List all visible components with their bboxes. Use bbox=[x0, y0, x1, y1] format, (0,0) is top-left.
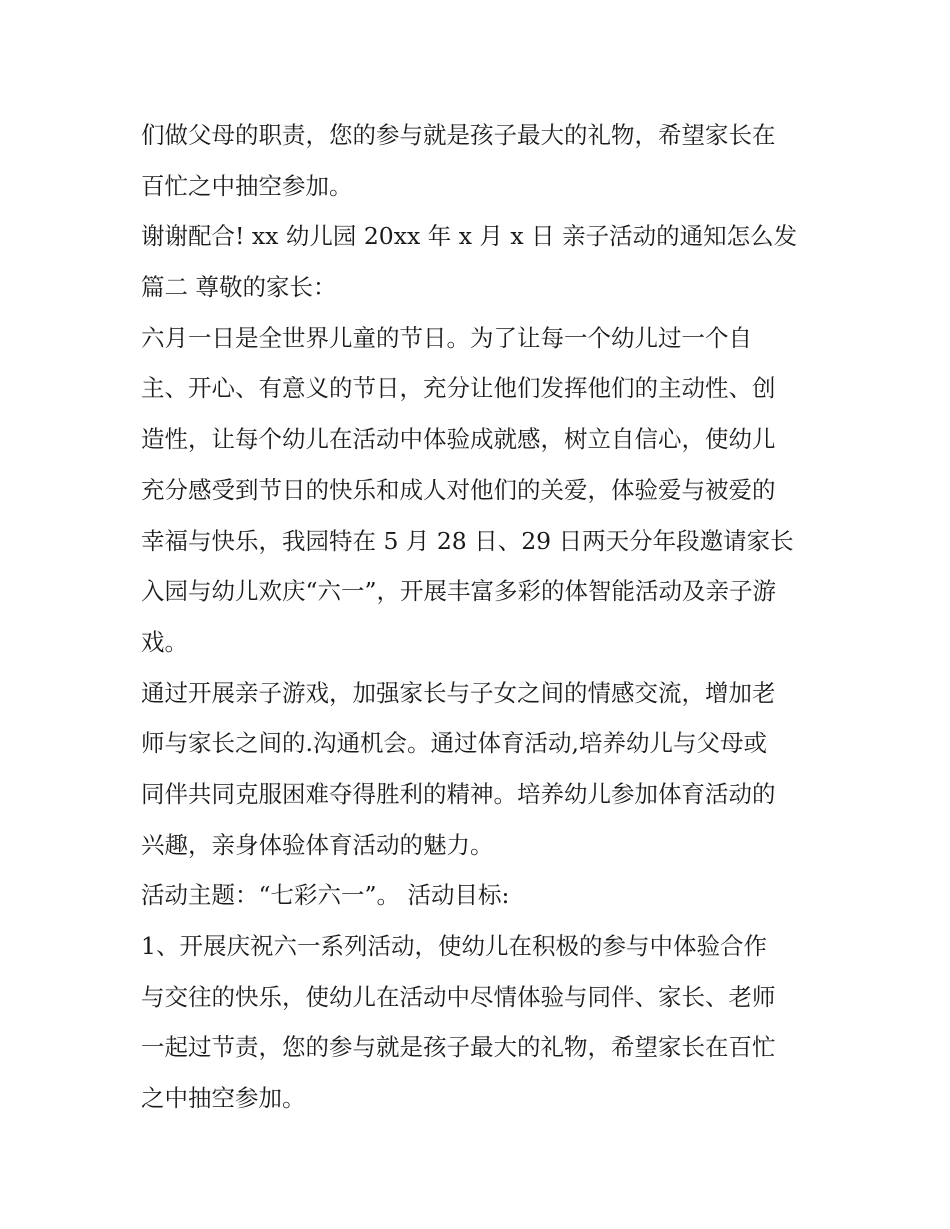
text-line: 主、开心、有意义的节日，充分让他们发挥他们的主动性、创 bbox=[141, 374, 776, 403]
activity-theme-line: 活动主题：“七彩六一”。 活动目标: bbox=[141, 881, 510, 910]
text-line: 百忙之中抽空参加。 bbox=[141, 171, 353, 200]
text-line: 戏。 bbox=[141, 627, 188, 656]
text-line: 幸福与快乐，我园特在 5 月 28 日、29 日两天分年段邀请家长 bbox=[141, 526, 794, 555]
text-line: 们做父母的职责，您的参与就是孩子最大的礼物，希望家长在 bbox=[141, 121, 776, 149]
document-body bbox=[141, 110, 821, 1124]
text-line: 一起过节责，您的参与就是孩子最大的礼物，希望家长在百忙 bbox=[141, 1033, 776, 1062]
text-line: 兴趣，亲身体验体育活动的魅力。 bbox=[141, 830, 494, 859]
section-heading: 篇二 尊敬的家长： bbox=[141, 273, 337, 302]
text-line: 六月一日是全世界儿童的节日。为了让每一个幼儿过一个自 bbox=[141, 323, 752, 352]
text-line: 通过开展亲子游戏，加强家长与子女之间的情感交流，增加老 bbox=[141, 678, 776, 707]
text-line: 充分感受到节日的快乐和成人对他们的关爱，体验爱与被爱的 bbox=[141, 475, 776, 504]
text-line: 同伴共同克服困难夺得胜利的精神。培养幼儿参加体育活动的 bbox=[141, 779, 776, 808]
text-line: 谢谢配合! xx 幼儿园 20xx 年 x 月 x 日 亲子活动的通知怎么发 bbox=[141, 222, 798, 251]
text-line: 师与家长之间的.沟通机会。通过体育活动,培养幼儿与父母或 bbox=[141, 729, 767, 758]
text-line: 1、开展庆祝六一系列活动，使幼儿在积极的参与中体验合作 bbox=[141, 932, 767, 960]
text-line: 造性，让每个幼儿在活动中体验成就感，树立自信心，使幼儿 bbox=[141, 425, 776, 454]
text-line: 之中抽空参加。 bbox=[141, 1084, 306, 1113]
text-line: 入园与幼儿欢庆“六一”，开展丰富多彩的体智能活动及亲子游 bbox=[141, 577, 777, 606]
text-line: 与交往的快乐，使幼儿在活动中尽情体验与同伴、家长、老师 bbox=[141, 982, 776, 1011]
